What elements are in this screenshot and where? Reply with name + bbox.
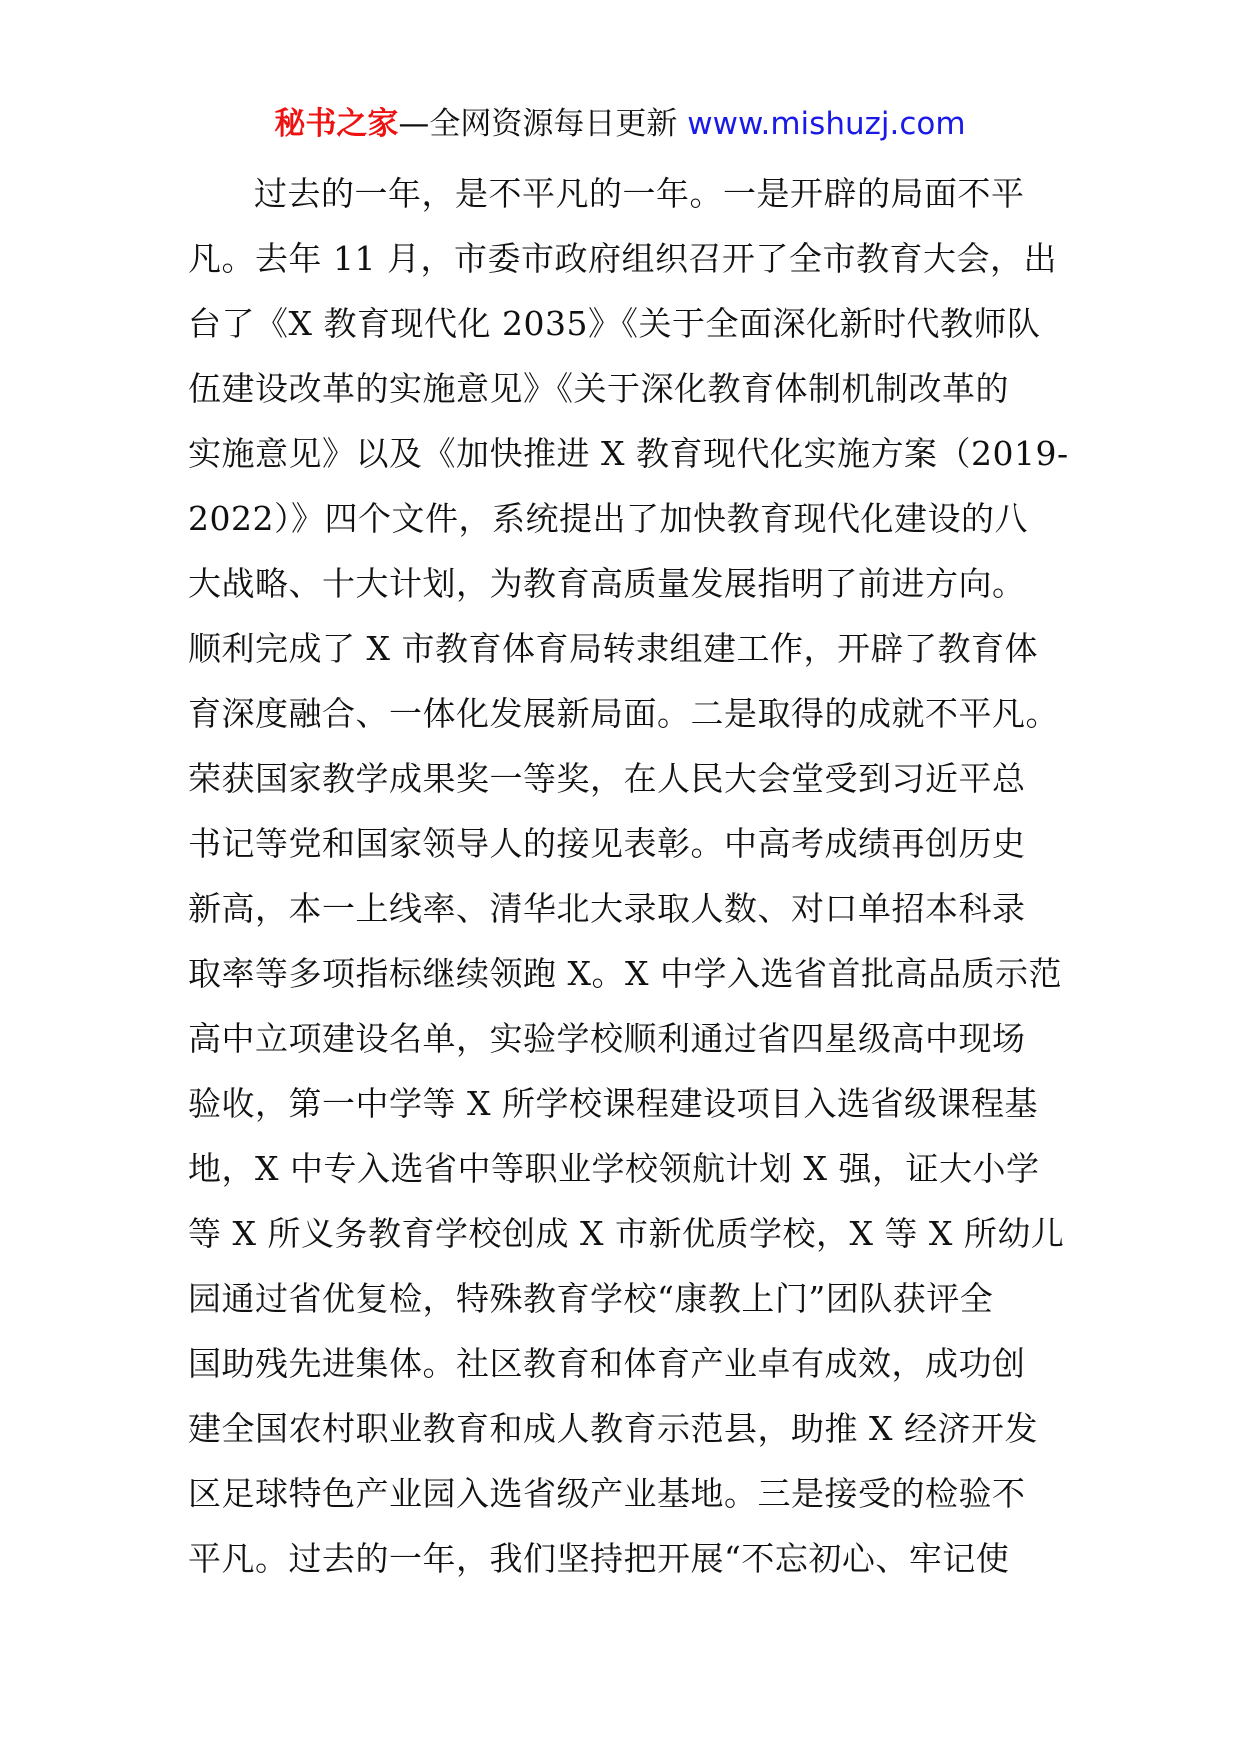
body-line: 国助残先进集体。社区教育和体育产业卓有成效，成功创 <box>188 1344 1026 1383</box>
body-line: 等 X 所义务教育学校创成 X 市新优质学校，X 等 X 所幼儿 <box>188 1214 1065 1253</box>
header-url-link[interactable]: www.mishuzj.com <box>687 106 966 142</box>
body-line: 荣获国家教学成果奖一等奖，在人民大会堂受到习近平总 <box>188 759 1026 798</box>
body-line: 顺利完成了 X 市教育体育局转隶组建工作，开辟了教育体 <box>188 629 1038 668</box>
body-line: 园通过省优复检，特殊教育学校“康教上门”团队获评全 <box>188 1279 994 1318</box>
body-line: 建全国农村职业教育和成人教育示范县，助推 X 经济开发 <box>188 1409 1038 1448</box>
body-line: 2022）》四个文件，系统提出了加快教育现代化建设的八 <box>188 499 1028 538</box>
body-line: 实施意见》以及《加快推进 X 教育现代化实施方案（2019- <box>188 434 1069 473</box>
body-line: 高中立项建设名单，实验学校顺利通过省四星级高中现场 <box>188 1019 1026 1058</box>
header-tagline: —全网资源每日更新 <box>398 106 688 142</box>
page-header <box>0 102 1240 146</box>
document-body <box>188 161 1088 1591</box>
body-line: 大战略、十大计划，为教育高质量发展指明了前进方向。 <box>188 564 1026 603</box>
body-line: 平凡。过去的一年，我们坚持把开展“不忘初心、牢记使 <box>188 1539 1010 1578</box>
header-brand: 秘书之家 <box>274 106 399 142</box>
body-line: 区足球特色产业园入选省级产业基地。三是接受的检验不 <box>188 1474 1026 1513</box>
body-line: 新高，本一上线率、清华北大录取人数、对口单招本科录 <box>188 889 1026 928</box>
body-line: 伍建设改革的实施意见》《关于深化教育体制机制改革的 <box>188 369 1009 408</box>
body-line: 地，X 中专入选省中等职业学校领航计划 X 强，证大小学 <box>188 1149 1040 1188</box>
body-line: 验收，第一中学等 X 所学校课程建设项目入选省级课程基 <box>188 1084 1038 1123</box>
body-line: 台了《X 教育现代化 2035》《关于全面深化新时代教师队 <box>188 304 1041 343</box>
body-line: 育深度融合、一体化发展新局面。二是取得的成就不平凡。 <box>188 694 1059 733</box>
body-line: 过去的一年，是不平凡的一年。一是开辟的局面不平 <box>254 174 1025 213</box>
body-line: 凡。去年 11 月，市委市政府组织召开了全市教育大会，出 <box>188 239 1057 278</box>
body-line: 取率等多项指标继续领跑 X。X 中学入选省首批高品质示范 <box>188 954 1062 993</box>
body-line: 书记等党和国家领导人的接见表彰。中高考成绩再创历史 <box>188 824 1026 863</box>
